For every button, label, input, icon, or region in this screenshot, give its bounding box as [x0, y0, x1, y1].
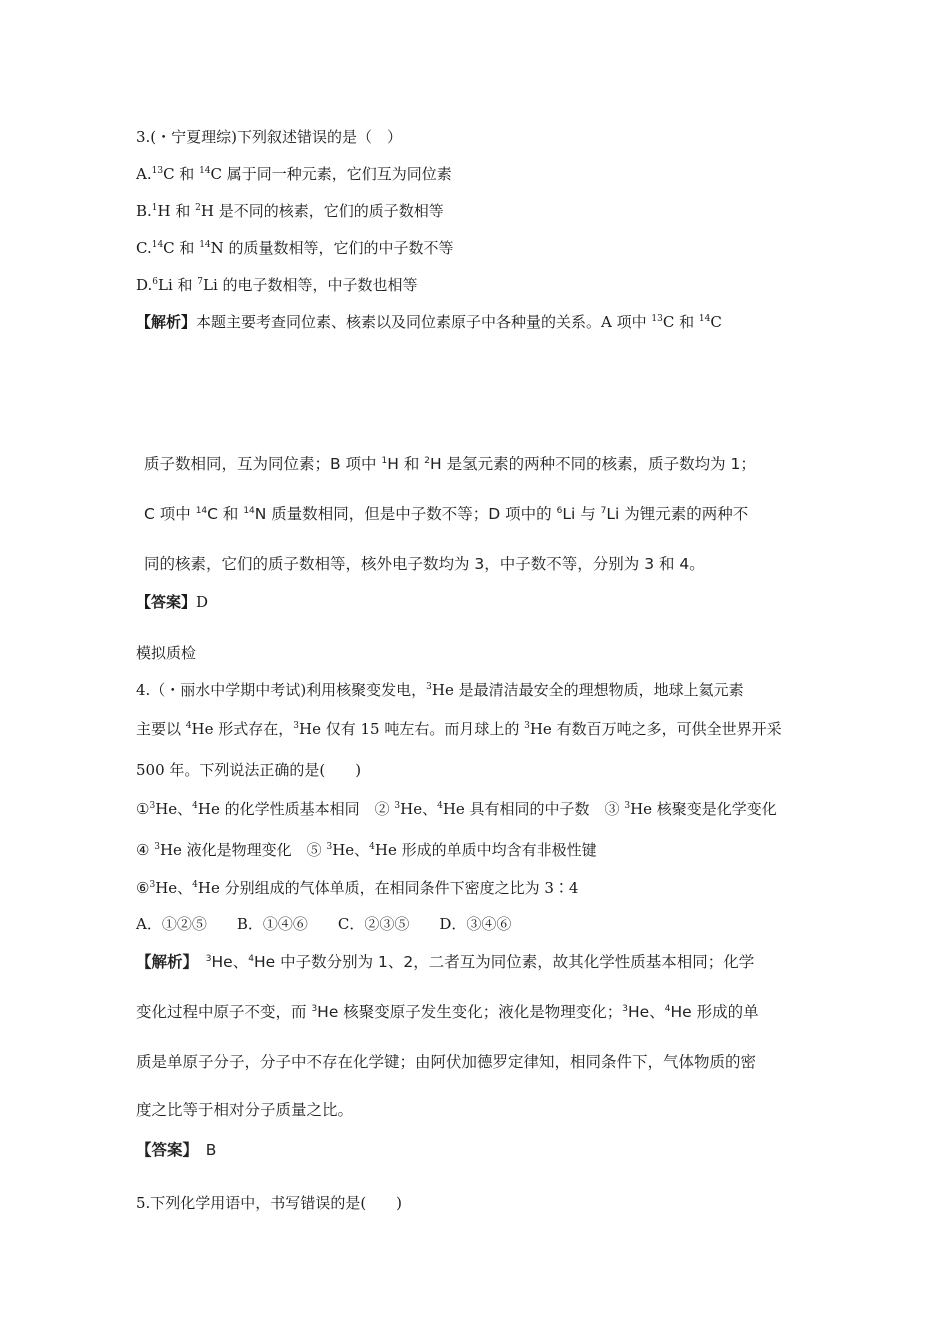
q3-analysis-line-4: 同的核素，它们的质子数相等，核外电子数均为 3，中子数不等，分别为 3 和 4。 — [144, 555, 705, 573]
q3-analysis-line-2: 质子数相同，互为同位素；B 项中 $^1$H 和 $^2$H 是氢元素的两种不同的核素，质子数均为 1； — [144, 455, 756, 473]
answer-value: B — [190, 1141, 217, 1159]
q4-statements-line-3: ⑥$^3$He、$^4$He 分别组成的气体单质，在相同条件下密度之比为 3∶4 — [136, 879, 579, 897]
q4-choices: A．①②⑤ B．①④⑥ C．②③⑤ D．③④⑥ — [136, 915, 512, 933]
q3-option-a: A.$^{13}$C 和 $^{14}$C 属于同一种元素，它们互为同位素 — [136, 165, 452, 183]
q4-stem-line-3: 500 年。下列说法正确的是( ) — [136, 761, 362, 779]
q5-stem: 5.下列化学用语中，书写错误的是( ) — [136, 1194, 403, 1212]
q3-option-b: B.$^1$H 和 $^2$H 是不同的核素，它们的质子数相等 — [136, 202, 444, 220]
q4-analysis-line-2: 变化过程中原子不变，而 $^3$He 核聚变原子发生变化；液化是物理变化；$^3$He、$^4$He 形成的单 — [136, 1003, 759, 1021]
q4-stem-line-1: 4.（・丽水中学期中考试)利用核聚变发电，$^3$He 是最清洁最安全的理想物质，地球上氦元素 — [136, 681, 744, 699]
section-title: 模拟质检 — [136, 644, 197, 662]
q4-analysis-line-1: 【解析】 $^3$He、$^4$He 中子数分别为 1、2，二者互为同位素，故其化学性质基本相同；化学 — [136, 953, 755, 971]
q4-statements-line-1: ①$^3$He、$^4$He 的化学性质基本相同 ② $^3$He、$^4$He 具有相同的中子数 ③ $^3$He 核聚变是化学变化 — [136, 800, 777, 818]
q3-analysis-line-1: 【解析】本题主要考查同位素、核素以及同位素原子中各种量的关系。A 项中 $^{13}$C 和 $^{14}$C — [136, 313, 722, 331]
q3-option-d: D.$^6$Li 和 $^7$Li 的电子数相等，中子数也相等 — [136, 276, 418, 294]
q4-statements-line-2: ④ $^3$He 液化是物理变化 ⑤ $^3$He、$^4$He 形成的单质中均含有非极性键 — [136, 841, 597, 859]
q3-answer — [136, 592, 208, 612]
q3-analysis-line-3: C 项中 $^{14}$C 和 $^{14}$N 质量数相同，但是中子数不等；D 项中的 $^6$Li 与 $^7$Li 为锂元素的两种不 — [144, 505, 749, 523]
q4-analysis-line-3: 质是单原子分子，分子中不存在化学键；由阿伏加德罗定律知，相同条件下，气体物质的密 — [136, 1053, 757, 1071]
answer-label: 【答案】 — [136, 593, 197, 611]
answer-value: D — [196, 593, 209, 611]
analysis-label: 【解析】 — [136, 313, 197, 331]
q3-option-c: C.$^{14}$C 和 $^{14}$N 的质量数相等，它们的中子数不等 — [136, 239, 454, 257]
analysis-label: 【解析】 — [136, 953, 191, 971]
answer-label: 【答案】 — [136, 1141, 191, 1159]
q4-analysis-line-4: 度之比等于相对分子质量之比。 — [136, 1101, 354, 1119]
q4-stem-line-2: 主要以 $^4$He 形式存在，$^3$He 仅有 15 吨左右。而月球上的 $^3$He 有数百万吨之多，可供全世界开采 — [136, 720, 782, 738]
q4-answer — [136, 1140, 216, 1160]
q3-stem: 3.(・宁夏理综)下列叙述错误的是（ ） — [136, 128, 403, 146]
